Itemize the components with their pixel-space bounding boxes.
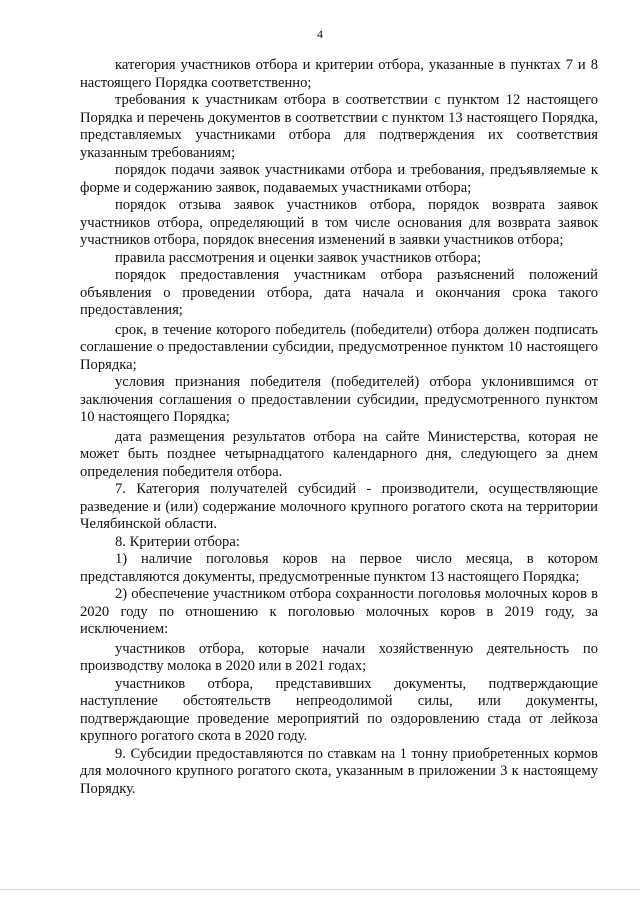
paragraph: 8. Критерии отбора: [115,533,240,550]
paragraph: требования к участникам отбора в соответствии с пунктом 12 настоящего Порядка и перечень документов в соответствии с пунктом 13 настоящего Порядка, представляемых участниками отбора для подтверждения их соответствия указанным требованиям; [80,92,598,161]
paragraph: категория участников отбора и критерии отбора, указанные в пунктах 7 и 8 настоящего Порядка соответственно; [80,57,598,91]
paragraph: порядок отзыва заявок участников отбора, порядок возврата заявок участников отбора, определяющий в том числе основания для возврата заявок участников отбора, порядок внесения изменений в заявки участников отбора; [80,197,598,248]
paragraph: 2) обеспечение участником отбора сохранности поголовья молочных коров в 2020 году по отношению к поголовью молочных коров в 2019 году, за исключением: [80,586,598,637]
document-body [80,57,598,798]
page-bottom-edge [0,889,640,890]
paragraph: условия признания победителя (победителей) отбора уклонившимся от заключения соглашения о предоставлении субсидии, предусмотренного пунктом 10 настоящего Порядка; [80,374,598,425]
paragraph: 7. Категория получателей субсидий - производители, осуществляющие разведение и (или) содержание молочного крупного рогатого скота на территории Челябинской области. [80,481,598,532]
paragraph: 9. Субсидии предоставляются по ставкам на 1 тонну приобретенных кормов для молочного крупного рогатого скота, указанным в приложении 3 к настоящему Порядку. [80,745,598,797]
paragraph: участников отбора, которые начали хозяйственную деятельность по производству молока в 2020 или в 2021 годах; [80,640,598,674]
paragraph: срок, в течение которого победитель (победители) отбора должен подписать соглашение о предоставлении субсидии, предусмотренное пунктом 10 настоящего Порядка; [80,321,598,373]
paragraph: порядок подачи заявок участниками отбора и требования, предъявляемые к форме и содержанию заявок, подаваемых участниками отбора; [80,162,598,196]
paragraph: участников отбора, представивших документы, подтверждающие наступление обстоятельств непреодолимой силы, или документы, подтверждающие проведение мероприятий по оздоровлению стада от лейкоза крупного рогатого скота в 2020 году. [80,675,598,744]
paragraph: правила рассмотрения и оценки заявок участников отбора; [115,249,482,266]
page-number: 4 [317,27,323,41]
paragraph: дата размещения результатов отбора на сайте Министерства, которая не может быть позднее четырнадцатого календарного дня, следующего за днем определения победителя отбора. [80,428,598,480]
paragraph: порядок предоставления участникам отбора разъяснений положений объявления о проведении отбора, дата начала и окончания срока такого предоставления; [80,267,598,318]
paragraph: 1) наличие поголовья коров на первое число месяца, в котором представляются документы, предусмотренные пунктом 13 настоящего Порядка; [80,551,598,585]
